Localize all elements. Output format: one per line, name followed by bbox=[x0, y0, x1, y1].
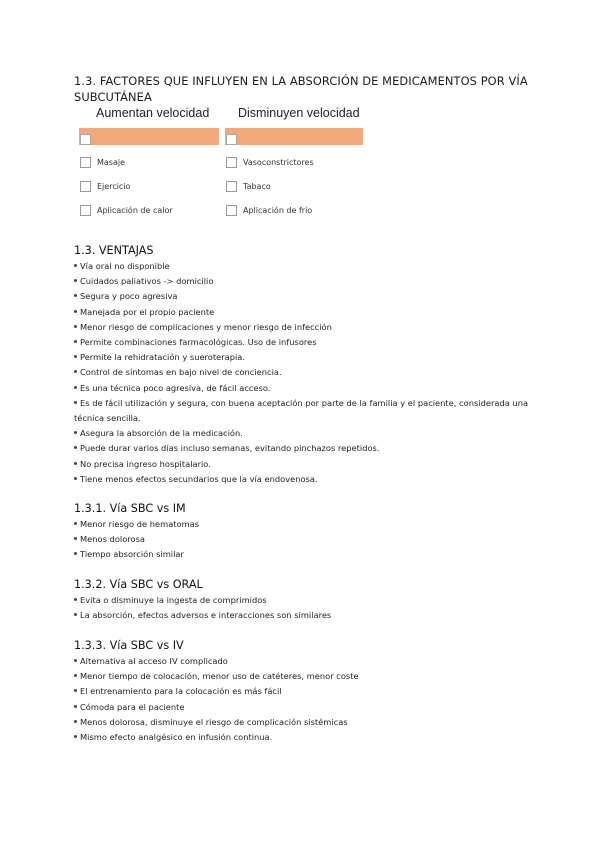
col2-item-label: Vasoconstrictores bbox=[243, 158, 314, 167]
checkbox-icon bbox=[80, 181, 91, 192]
col1-item-label: Ejercicio bbox=[97, 182, 131, 191]
list-item: Tiene menos efectos secundarios que la vía endovenosa. bbox=[74, 472, 534, 487]
col2-item bbox=[226, 181, 271, 192]
section-title-sbc-oral: 1.3.2. Vía SBC vs ORAL bbox=[74, 578, 203, 591]
section-title-ventajas: 1.3. VENTAJAS bbox=[74, 244, 154, 257]
checkbox-icon bbox=[80, 205, 91, 216]
sbc-oral-list bbox=[74, 593, 534, 623]
checkbox-icon bbox=[80, 134, 91, 145]
ventajas-list bbox=[74, 259, 534, 487]
sbc-iv-list bbox=[74, 654, 534, 745]
section-title-sbc-iv: 1.3.3. Vía SBC vs IV bbox=[74, 639, 184, 652]
checkbox-icon bbox=[80, 157, 91, 168]
list-item: Puede durar varios días incluso semanas, evitando pinchazos repetidos. bbox=[74, 441, 534, 456]
list-item: El entrenamiento para la colocación es más fácil bbox=[74, 684, 534, 699]
checkbox-icon bbox=[226, 134, 237, 145]
list-item: Menor riesgo de hematomas bbox=[74, 517, 534, 532]
list-item: Cómoda para el paciente bbox=[74, 700, 534, 715]
sbc-im-list bbox=[74, 517, 534, 563]
list-item: Segura y poco agresiva bbox=[74, 289, 534, 304]
list-item: Tiempo absorción similar bbox=[74, 547, 534, 562]
col2-header: Disminuyen velocidad bbox=[238, 106, 360, 120]
checkbox-icon bbox=[226, 205, 237, 216]
col2-header-bar bbox=[225, 128, 363, 145]
col2-item-label: Tabaco bbox=[243, 182, 271, 191]
list-item: Permite combinaciones farmacológicas. Uso de infusores bbox=[74, 335, 534, 350]
list-item: Vía oral no disponible bbox=[74, 259, 534, 274]
list-item: Manejada por el propio paciente bbox=[74, 305, 534, 320]
list-item: Asegura la absorción de la medicación. bbox=[74, 426, 534, 441]
list-item: Evita o disminuye la ingesta de comprimidos bbox=[74, 593, 534, 608]
list-item: Menor tiempo de colocación, menor uso de catéteres, menor coste bbox=[74, 669, 534, 684]
list-item: Alternativa al acceso IV complicado bbox=[74, 654, 534, 669]
list-item: Menor riesgo de complicaciones y menor riesgo de infección bbox=[74, 320, 534, 335]
list-item: Mismo efecto analgésico en infusión continua. bbox=[74, 730, 534, 745]
list-item: Permite la rehidratación y sueroterapia. bbox=[74, 350, 534, 365]
col1-item-label: Masaje bbox=[97, 158, 126, 167]
list-item: La absorción, efectos adversos e interacciones son similares bbox=[74, 608, 534, 623]
col2-item bbox=[226, 157, 314, 168]
col1-header-bar bbox=[79, 128, 219, 145]
list-item: Cuidados paliativos -> domicilio bbox=[74, 274, 534, 289]
list-item: Menos dolorosa bbox=[74, 532, 534, 547]
list-item: No precisa ingreso hospitalario. bbox=[74, 457, 534, 472]
list-item: Es de fácil utilización y segura, con buena aceptación por parte de la familia y el paciente, considerada una técnica sencilla. bbox=[74, 397, 529, 424]
col1-item bbox=[80, 157, 125, 168]
col1-item bbox=[80, 181, 130, 192]
checkbox-icon bbox=[226, 157, 237, 168]
list-item: Menos dolorosa, disminuye el riesgo de complicación sistémicas bbox=[74, 715, 534, 730]
col1-header: Aumentan velocidad bbox=[96, 106, 210, 120]
col1-item-label: Aplicación de calor bbox=[97, 206, 173, 215]
checkbox-icon bbox=[226, 181, 237, 192]
main-heading: 1.3. FACTORES QUE INFLUYEN EN LA ABSORCIÓN DE MEDICAMENTOS POR VÍA SUBCUTÁNEA bbox=[74, 74, 528, 104]
col1-item bbox=[80, 205, 173, 216]
list-item: Control de síntomas en bajo nivel de conciencia. bbox=[74, 365, 534, 380]
col2-item bbox=[226, 205, 312, 216]
col2-item-label: Aplicación de frío bbox=[243, 206, 313, 215]
section-title-sbc-im: 1.3.1. Vía SBC vs IM bbox=[74, 502, 186, 515]
list-item: Es una técnica poco agresiva, de fácil acceso. bbox=[74, 381, 534, 396]
